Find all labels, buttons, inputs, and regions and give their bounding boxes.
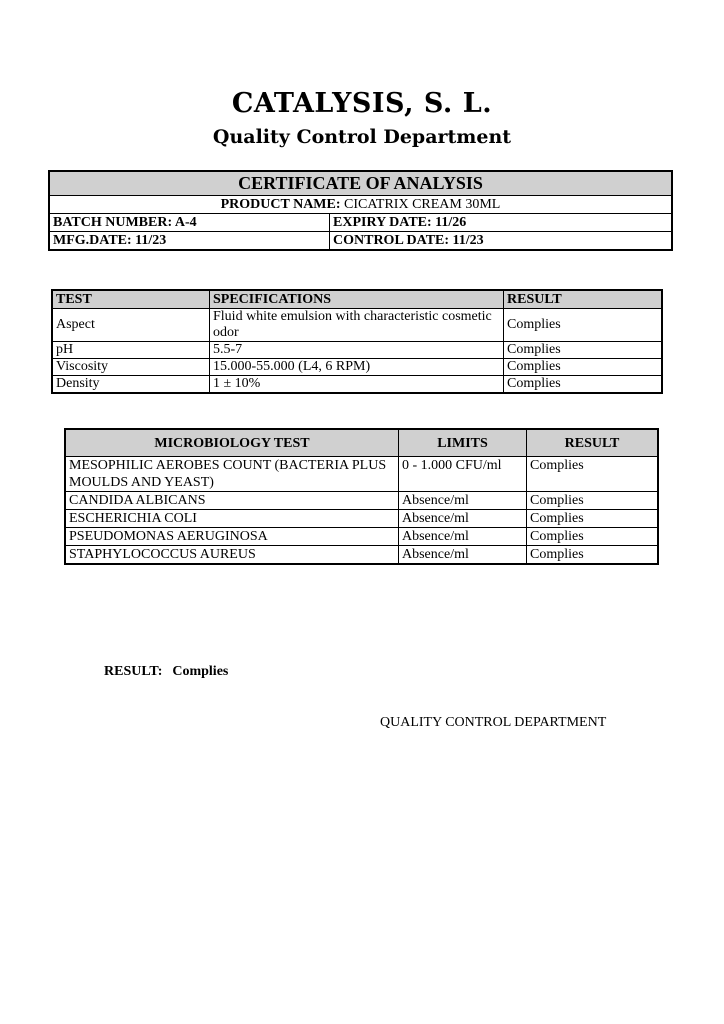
tests-header-row — [52, 290, 662, 309]
micro-limit: Absence/ml — [399, 510, 527, 528]
micro-header-test: MICROBIOLOGY TEST — [65, 429, 399, 457]
micro-limit: Absence/ml — [399, 546, 527, 565]
signature-department: QUALITY CONTROL DEPARTMENT — [380, 715, 607, 730]
tests-header-test: TEST — [52, 290, 210, 309]
micro-test-name: PSEUDOMONAS AERUGINOSA — [65, 528, 399, 546]
expiry-date: EXPIRY DATE: 11/26 — [333, 215, 467, 230]
table-row — [65, 528, 658, 546]
batch-number: BATCH NUMBER: A-4 — [50, 214, 330, 231]
test-spec: Fluid white emulsion with characteristic cosmetic odor — [210, 309, 504, 342]
test-spec: 15.000-55.000 (L4, 6 RPM) — [210, 359, 504, 376]
tests-table — [51, 289, 663, 394]
micro-header-limits: LIMITS — [399, 429, 527, 457]
micro-header-result: RESULT — [527, 429, 659, 457]
micro-test-name: CANDIDA ALBICANS — [65, 492, 399, 510]
micro-limit: Absence/ml — [399, 528, 527, 546]
result-value: Complies — [172, 664, 229, 679]
overall-result — [104, 664, 228, 680]
microbiology-header-row — [65, 429, 658, 457]
micro-test-name: MESOPHILIC AEROBES COUNT (BACTERIA PLUS MOULDS AND YEAST) — [65, 457, 399, 492]
microbiology-table — [64, 428, 659, 565]
test-result: Complies — [504, 309, 663, 342]
certificate-title: CERTIFICATE OF ANALYSIS — [50, 172, 671, 196]
test-spec: 5.5-7 — [210, 342, 504, 359]
table-row — [65, 492, 658, 510]
tests-header-specifications: SPECIFICATIONS — [210, 290, 504, 309]
certificate-box — [48, 170, 673, 251]
test-name: Aspect — [52, 309, 210, 342]
table-row — [52, 309, 662, 342]
batch-expiry-row — [50, 214, 671, 232]
tests-header-result: RESULT — [504, 290, 663, 309]
product-name-value: CICATRIX CREAM 30ML — [344, 197, 501, 212]
micro-result: Complies — [527, 528, 659, 546]
test-name: Viscosity — [52, 359, 210, 376]
control-date: CONTROL DATE: 11/23 — [333, 233, 484, 248]
table-row — [52, 376, 662, 394]
test-result: Complies — [504, 376, 663, 394]
table-row — [65, 546, 658, 565]
micro-result: Complies — [527, 457, 659, 492]
test-result: Complies — [504, 342, 663, 359]
mfg-control-row — [50, 232, 671, 249]
mfg-date: MFG.DATE: 11/23 — [50, 232, 330, 249]
micro-test-name: ESCHERICHIA COLI — [65, 510, 399, 528]
result-label: RESULT: — [104, 664, 163, 679]
micro-result: Complies — [527, 492, 659, 510]
product-name-row — [50, 196, 671, 214]
table-row — [65, 510, 658, 528]
micro-limit: Absence/ml — [399, 492, 527, 510]
micro-result: Complies — [527, 510, 659, 528]
test-spec: 1 ± 10% — [210, 376, 504, 394]
micro-limit: 0 - 1.000 CFU/ml — [399, 457, 527, 492]
table-row — [52, 342, 662, 359]
table-row — [52, 359, 662, 376]
micro-test-name: STAPHYLOCOCCUS AUREUS — [65, 546, 399, 565]
company-name: CATALYSIS, S. L. — [231, 88, 493, 119]
department-title: Quality Control Department — [212, 126, 512, 148]
test-name: Density — [52, 376, 210, 394]
product-name-label: PRODUCT NAME: — [220, 197, 341, 212]
table-row — [65, 457, 658, 492]
micro-result: Complies — [527, 546, 659, 565]
test-name: pH — [52, 342, 210, 359]
test-result: Complies — [504, 359, 663, 376]
